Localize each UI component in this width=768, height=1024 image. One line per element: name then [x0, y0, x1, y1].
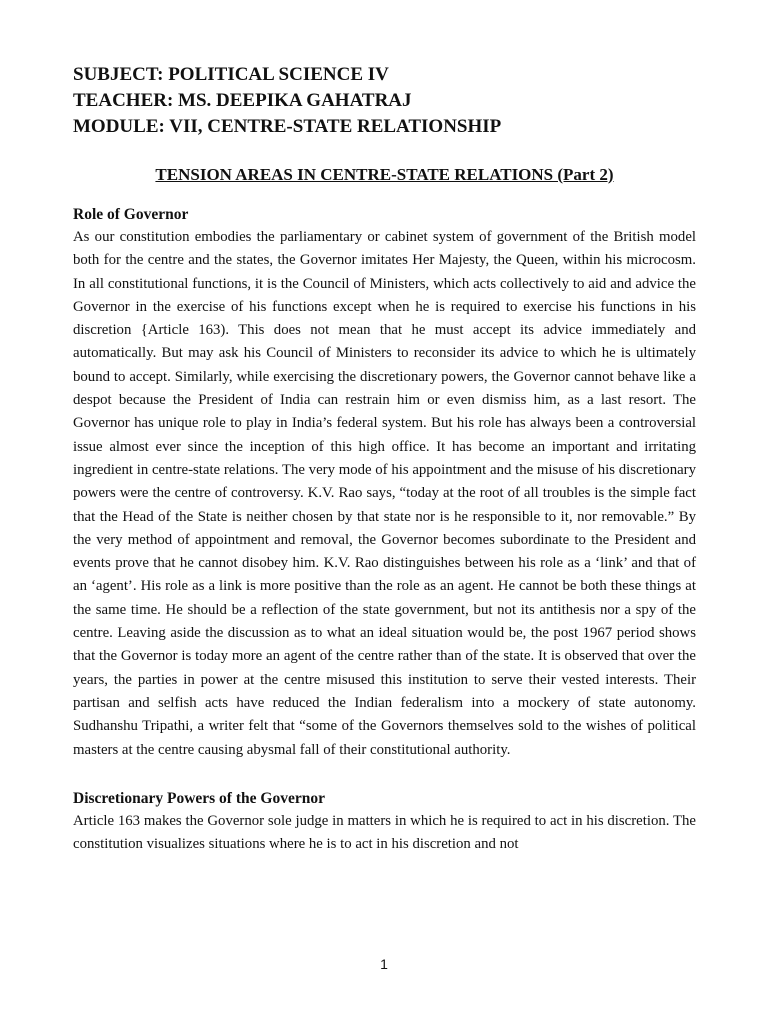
- section-heading-role-of-governor: Role of Governor: [73, 206, 189, 223]
- section-body-role-of-governor: As our constitution embodies the parliamentary or cabinet system of government of the British model both for the centre and the states, the Governor imitates Her Majesty, the Queen, within his microcosm. In all constitutional functions, it is the Council of Ministers, which acts collectively to aid and advice the Governor in the exercise of his functions except when he is required to exercise his functions in his discretion {Article 163). This does not mean that he must accept its advice immediately and automatically. But may ask his Council of Ministers to reconsider its advice to which he is ultimately bound to accept. Similarly, while exercising the discretionary powers, the Governor cannot behave like a despot because the President of India can restrain him or even dismiss him, as a last resort. The Governor has unique role to play in India’s federal system. But his role has always been a controversial issue almost ever since the inception of this high office. It has become an important and irritating ingredient in centre-state relations. The very mode of his appointment and the misuse of his discretionary powers were the centre of controversy. K.V. Rao says, “today at the root of all troubles is the simple fact that the Head of the State is neither chosen by that state nor is he responsible to it, nor removable.” By the very method of appointment and removal, the Governor becomes subordinate to the President and events prove that he cannot disobey him. K.V. Rao distinguishes between his role as a ‘link’ and that of an ‘agent’. His role as a link is more positive than the role as an agent. He cannot be both these things at the same time. He should be a reflection of the state government, but not its antithesis nor a spy of the centre. Leaving aside the discussion as to what an ideal situation would be, the post 1967 period shows that the Governor is today more an agent of the centre rather than of the state. It is observed that over the years, the parties in power at the centre misused this institution to serve their vested interests. Their partisan and selfish acts have reduced the Indian federalism into a mockery of state autonomy. Sudhanshu Tripathi, a writer felt that “some of the Governors themselves sold to the wishes of political masters at the centre causing abysmal fall of their constitutional authority.: [73, 229, 696, 758]
- document-title: TENSION AREAS IN CENTRE-STATE RELATIONS (Part 2): [155, 165, 614, 184]
- section-heading-discretionary-powers: Discretionary Powers of the Governor: [73, 789, 325, 807]
- document-page: [73, 62, 696, 856]
- module-line: MODULE: VII, CENTRE-STATE RELATIONSHIP: [73, 116, 502, 137]
- teacher-line: TEACHER: MS. DEEPIKA GAHATRAJ: [73, 90, 412, 111]
- page-number: 1: [380, 956, 388, 972]
- section-body-discretionary-powers: Article 163 makes the Governor sole judge in matters in which he is required to act in his discretion. The constitution visualizes situations where he is to act in his discretion and not: [73, 812, 696, 853]
- subject-line: SUBJECT: POLITICAL SCIENCE IV: [73, 64, 389, 85]
